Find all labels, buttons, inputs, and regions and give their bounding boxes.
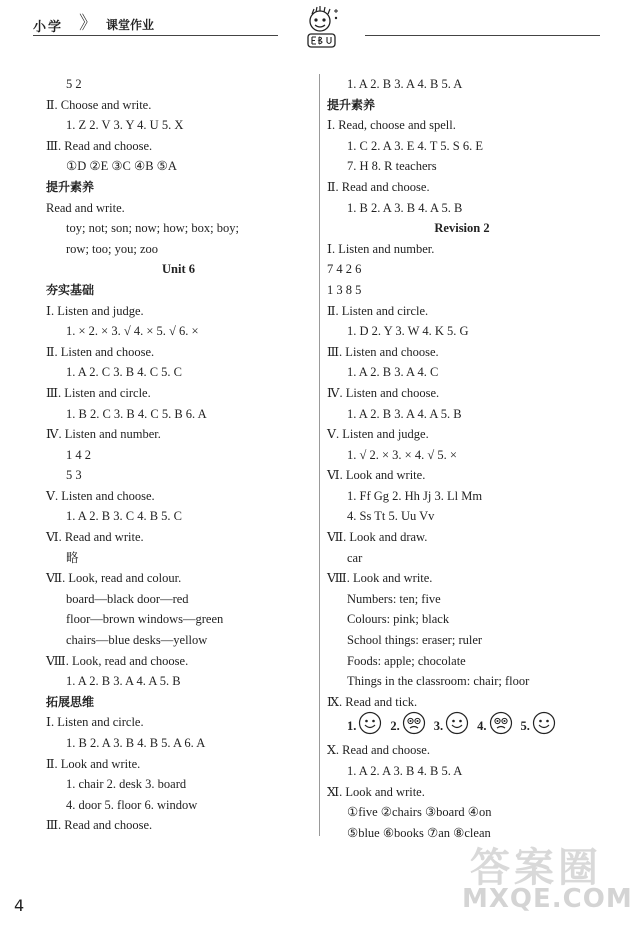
- answer-line: Ⅲ. Read and choose.: [46, 138, 153, 153]
- answer-line: Ⅰ. Listen and circle.: [46, 715, 144, 730]
- faces-row: [327, 712, 597, 740]
- answer-line: 1. A 2. B 3. A 4. B 5. A: [347, 77, 463, 91]
- answer-line: Ⅳ. Listen and number.: [46, 427, 161, 442]
- smiley-face-icon: [530, 711, 556, 742]
- face-number: 4.: [477, 719, 487, 734]
- face-number: 3.: [433, 719, 444, 734]
- section-heading: 提升素养: [327, 97, 376, 112]
- answer-line: 1. A 2. B 3. A 4. C: [347, 365, 439, 380]
- answer-line: 1. B 2. C 3. B 4. C 5. B 6. A: [66, 406, 207, 421]
- answer-line: 1. × 2. × 3. √ 4. × 5. √ 6. ×: [66, 324, 199, 339]
- answer-line: row; too; you; zoo: [66, 241, 159, 256]
- answer-line: 4. Ss Tt 5. Uu Vv: [347, 509, 435, 524]
- page-header: [33, 14, 278, 36]
- answer-line: Foods: apple; chocolate: [347, 653, 466, 668]
- page-number: 4: [14, 896, 25, 915]
- watermark-url: MXQE.COM: [462, 884, 633, 914]
- answer-line: 1. A 2. C 3. B 4. C 5. C: [66, 365, 182, 380]
- face-option: [390, 711, 425, 742]
- header-label: 小学: [33, 20, 64, 35]
- answer-line: 1. A 2. A 3. B 4. B 5. A: [347, 764, 463, 778]
- answer-line: Ⅸ. Read and tick.: [327, 694, 418, 709]
- answer-line: toy; not; son; now; how; box; boy;: [66, 221, 239, 236]
- answer-line: 略: [66, 550, 79, 565]
- answer-line: 1. Z 2. V 3. Y 4. U 5. X: [66, 118, 184, 133]
- answer-line: Ⅲ. Listen and choose.: [327, 344, 439, 359]
- unit-title: Unit 6: [162, 262, 195, 277]
- chevron-double-icon: 》: [79, 13, 97, 34]
- answer-line: 1. B 2. A 3. B 4. B 5. A 6. A: [66, 736, 206, 750]
- answer-line: Ⅲ. Read and choose.: [46, 818, 153, 833]
- answer-line: Ⅱ. Listen and circle.: [327, 303, 429, 318]
- face-number: 1.: [347, 719, 357, 734]
- answer-line: ①D ②E ③C ④B ⑤A: [66, 159, 177, 174]
- face-option: [434, 711, 469, 742]
- answer-line: Ⅱ. Read and choose.: [327, 179, 430, 194]
- answer-line: 1. C 2. A 3. E 4. T 5. S 6. E: [347, 138, 484, 153]
- answer-line: Ⅹ. Read and choose.: [327, 743, 430, 758]
- answer-line: ⑤blue ⑥books ⑦an ⑧clean: [347, 825, 491, 840]
- answer-line: 1. chair 2. desk 3. board: [66, 777, 187, 792]
- answer-line: Ⅶ. Look, read and colour.: [46, 571, 182, 586]
- left-column: [46, 74, 311, 836]
- unit-title: Revision 2: [434, 221, 490, 236]
- column-divider: [319, 74, 320, 836]
- answer-line: 1. Ff Gg 2. Hh Jj 3. Ll Mm: [347, 488, 483, 503]
- answer-line: 1. D 2. Y 3. W 4. K 5. G: [347, 324, 469, 339]
- answer-line: Ⅰ. Listen and judge.: [46, 303, 144, 318]
- answer-line: Ⅴ. Listen and choose.: [46, 488, 155, 503]
- answer-line: 1. A 2. B 3. A 4. A 5. B: [347, 406, 462, 421]
- answer-line: Ⅷ. Look, read and choose.: [46, 653, 189, 668]
- answer-line: Ⅳ. Listen and choose.: [327, 385, 440, 400]
- surprised-face-icon: [487, 711, 513, 742]
- answer-line: 7. H 8. R teachers: [347, 159, 437, 174]
- face-number: 2.: [390, 719, 400, 734]
- answer-line: School things: eraser; ruler: [347, 633, 483, 648]
- answer-line: 5 2: [66, 77, 82, 91]
- face-option: [521, 711, 556, 742]
- answer-line: Ⅲ. Listen and circle.: [46, 385, 151, 400]
- header-title: 课堂作业: [106, 18, 155, 32]
- answer-line: Ⅵ. Read and write.: [46, 530, 144, 545]
- answer-line: chairs—blue desks—yellow: [66, 633, 208, 648]
- section-heading: 夯实基础: [46, 282, 95, 297]
- answer-line: Ⅴ. Listen and judge.: [327, 427, 429, 442]
- answer-line: Numbers: ten; five: [347, 591, 441, 606]
- answer-line: Ⅶ. Look and draw.: [327, 530, 428, 545]
- answer-line: Ⅵ. Look and write.: [327, 468, 426, 483]
- answer-line: 1 4 2: [66, 447, 91, 462]
- answer-line: 5 3: [66, 468, 82, 483]
- answer-line: 1. B 2. A 3. B 4. A 5. B: [347, 200, 463, 215]
- answer-line: Read and write.: [46, 200, 125, 215]
- answer-line: Ⅰ. Read, choose and spell.: [327, 118, 456, 133]
- smiley-face-icon: [356, 711, 382, 742]
- header-rule: [33, 35, 278, 36]
- section-heading: 拓展思维: [46, 694, 95, 709]
- answer-line: 1. √ 2. × 3. × 4. √ 5. ×: [347, 447, 457, 462]
- answer-line: 1. A 2. B 3. C 4. B 5. C: [66, 509, 182, 524]
- answer-line: ①five ②chairs ③board ④on: [347, 805, 492, 820]
- answer-line: Ⅷ. Look and write.: [327, 571, 433, 586]
- face-option: [477, 711, 512, 742]
- answer-line: Ⅱ. Listen and choose.: [46, 344, 155, 359]
- answer-line: 1. A 2. B 3. A 4. A 5. B: [66, 674, 181, 689]
- answer-line: 1 3 8 5: [327, 282, 362, 297]
- answer-line: 4. door 5. floor 6. window: [66, 797, 198, 812]
- answer-line: Ⅱ. Look and write.: [46, 756, 141, 771]
- header-rule-right: [365, 35, 600, 36]
- answer-line: Things in the classroom: chair; floor: [347, 674, 530, 689]
- answer-line: floor—brown windows—green: [66, 612, 224, 627]
- answer-line: Ⅱ. Choose and write.: [46, 97, 152, 112]
- mascot-icon: [300, 6, 344, 50]
- answer-line: 7 4 2 6: [327, 262, 362, 277]
- face-option: [347, 711, 382, 742]
- answer-line: Ⅺ. Look and write.: [327, 784, 425, 799]
- answer-line: Ⅰ. Listen and number.: [327, 241, 435, 256]
- smiley-face-icon: [443, 711, 469, 742]
- section-heading: 提升素养: [46, 179, 95, 194]
- watermark-logo-text: 答案圈: [470, 845, 602, 891]
- answer-line: board—black door—red: [66, 591, 189, 606]
- right-column: [327, 74, 597, 843]
- surprised-face-icon: [400, 711, 426, 742]
- face-number: 5.: [520, 719, 530, 734]
- answer-line: Colours: pink; black: [347, 612, 450, 627]
- answer-line: car: [347, 550, 363, 565]
